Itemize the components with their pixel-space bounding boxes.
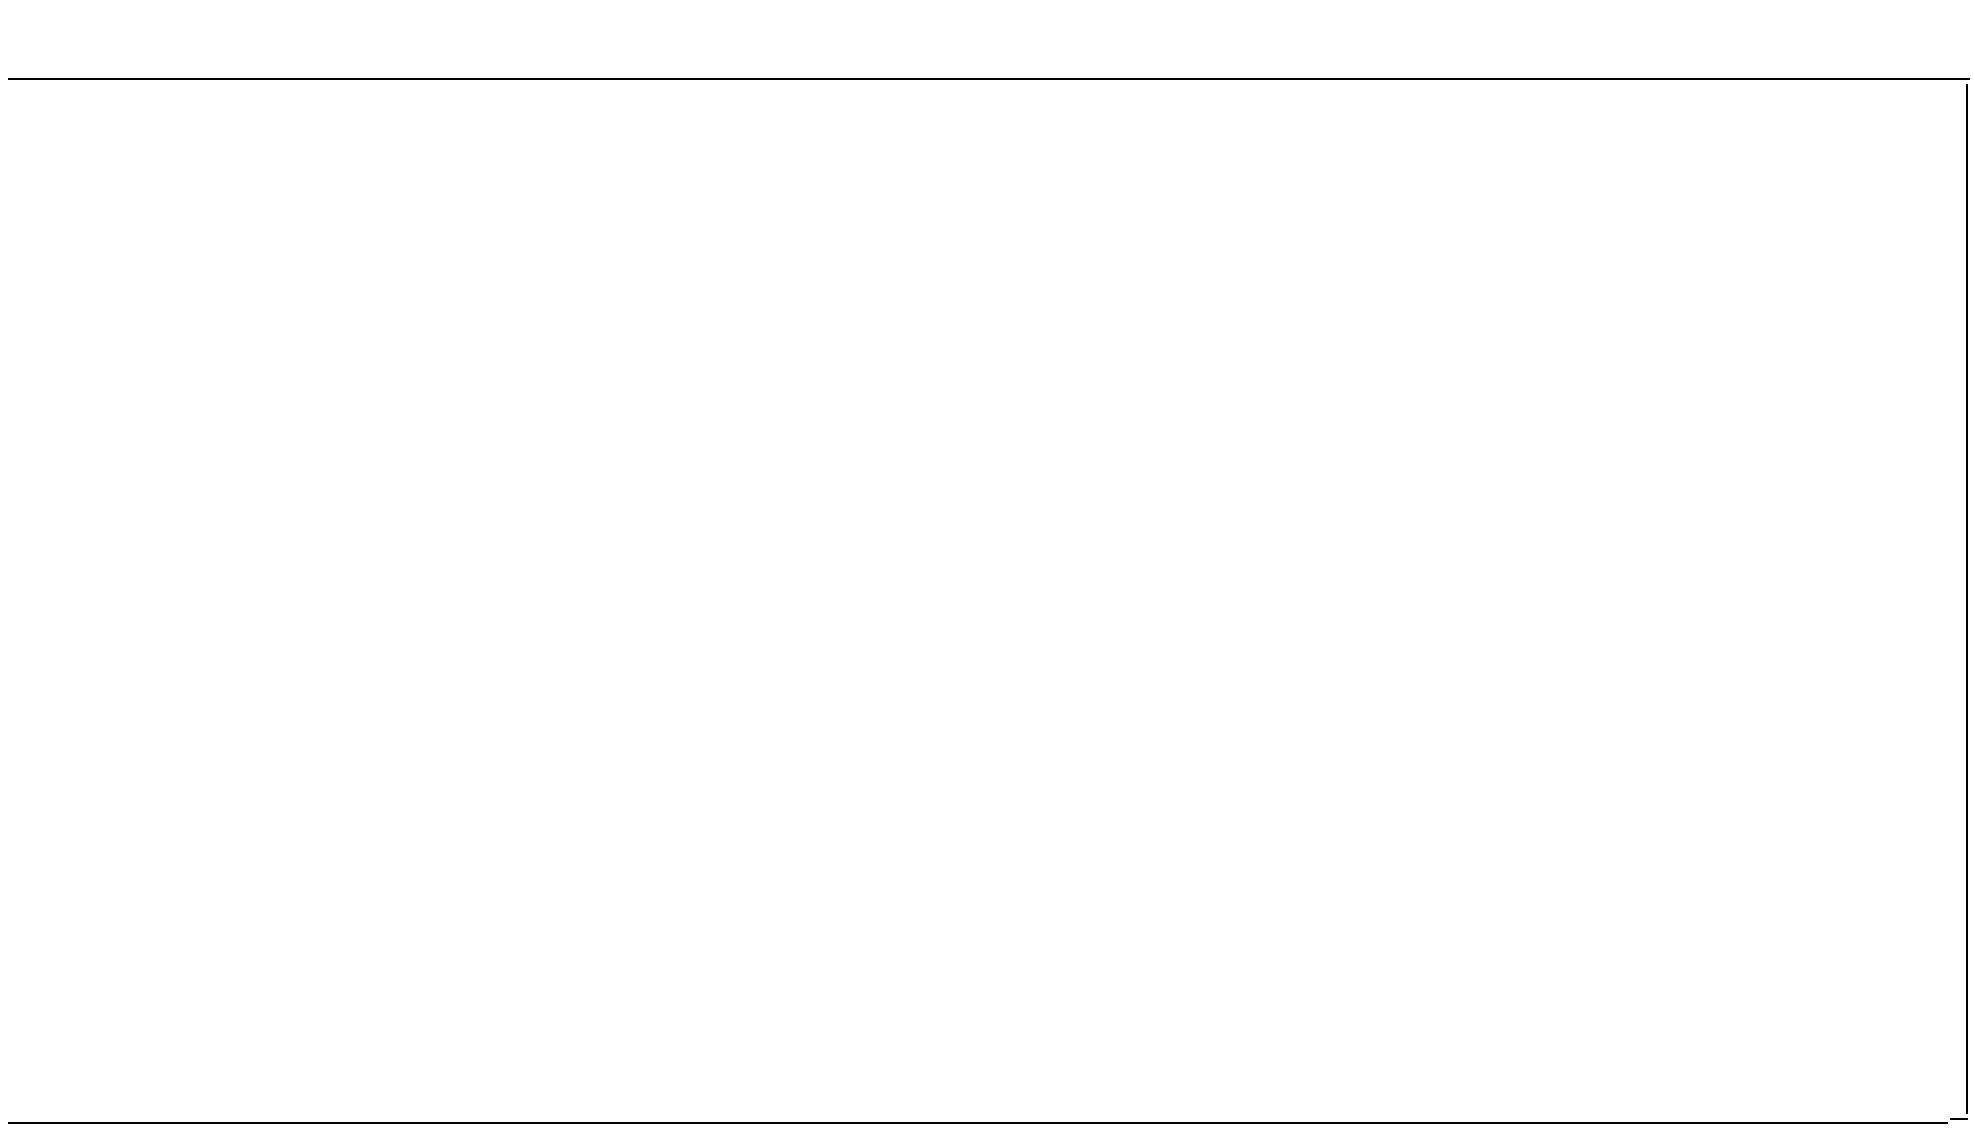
table-bottom-rule-end <box>1950 1118 1968 1120</box>
table-bottom-rule <box>8 1122 1948 1124</box>
day-header-row <box>0 10 1974 60</box>
table-right-border <box>1966 84 1968 1114</box>
header-divider <box>8 78 1970 80</box>
